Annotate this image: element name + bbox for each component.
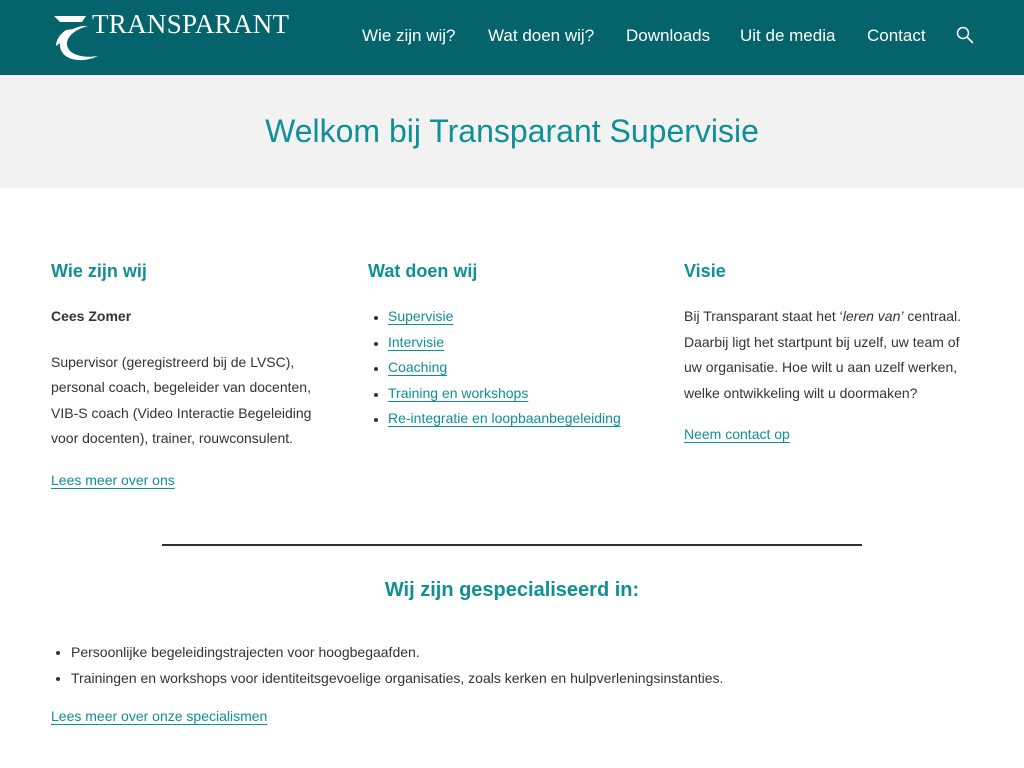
about-column	[51, 260, 341, 490]
page-title: Welkom bij Transparant Supervisie	[265, 113, 759, 149]
specialisms-list	[51, 640, 951, 691]
service-link-supervisie[interactable]: Supervisie	[388, 308, 454, 324]
about-heading: Wie zijn wij	[51, 261, 147, 281]
service-link-training[interactable]: Training en workshops	[388, 384, 529, 401]
vision-text-part: Bij Transparant staat het ‘	[684, 308, 843, 324]
vision-text	[684, 304, 974, 406]
nav-item-wat-doen-wij[interactable]: Wat doen wij?	[488, 26, 595, 45]
services-list-item	[388, 330, 658, 356]
nav-item-contact[interactable]: Contact	[867, 26, 926, 45]
hero	[0, 75, 1024, 188]
search-icon[interactable]	[956, 26, 974, 44]
about-name: Cees Zomer	[51, 308, 132, 324]
specialisms-list-item: • Trainingen en workshops voor identiteitsgevoelige organisaties, zoals kerken en hulpverleningsinstanties.	[71, 666, 951, 692]
section-divider	[162, 544, 862, 546]
services-list-item	[388, 304, 658, 330]
service-link-intervisie[interactable]: Intervisie	[388, 333, 445, 350]
services-list-item	[388, 406, 658, 432]
services-list	[368, 304, 658, 432]
nav-item-uit-de-media[interactable]: Uit de media	[740, 26, 836, 45]
specialisms-more-link[interactable]: Lees meer over onze specialismen	[51, 708, 268, 724]
about-bio: Supervisor (geregistreerd bij de LVSC), personal coach, begeleider van docenten, VIB-S coach (Video Interactie Begeleiding voor docenten), trainer, rouwconsulent.	[51, 353, 312, 446]
service-link-coaching[interactable]: Coaching	[388, 359, 448, 375]
vision-text-part: centraal. Daarbij ligt het startpunt bij uzelf, uw team of uw organisatie. Hoe wilt u aan uzelf werken, welke ontwikkeling wilt u doormaken?	[684, 308, 962, 401]
services-heading: Wat doen wij	[368, 261, 478, 281]
services-column	[368, 260, 658, 432]
vision-heading: Visie	[684, 261, 726, 281]
logo-text: TRANSPARANT	[92, 9, 290, 39]
site-header	[0, 0, 1024, 75]
specialisms-heading: Wij zijn gespecialiseerd in:	[384, 579, 640, 601]
nav-item-wie-zijn-wij[interactable]: Wie zijn wij?	[362, 26, 456, 45]
main-nav	[0, 25, 1024, 49]
vision-column	[684, 260, 974, 444]
vision-text-emphasis: leren van’	[842, 308, 904, 324]
contact-link[interactable]: Neem contact op	[684, 426, 790, 442]
service-link-reintegratie[interactable]: Re-integratie en loopbaanbegeleiding	[388, 410, 621, 426]
nav-item-downloads[interactable]: Downloads	[626, 26, 711, 45]
specialisms-list-item: • Persoonlijke begeleidingstrajecten voor hoogbegaafden.	[71, 640, 951, 666]
services-list-item	[388, 381, 658, 407]
about-more-link[interactable]: Lees meer over ons	[51, 471, 175, 488]
services-list-item	[388, 355, 658, 381]
